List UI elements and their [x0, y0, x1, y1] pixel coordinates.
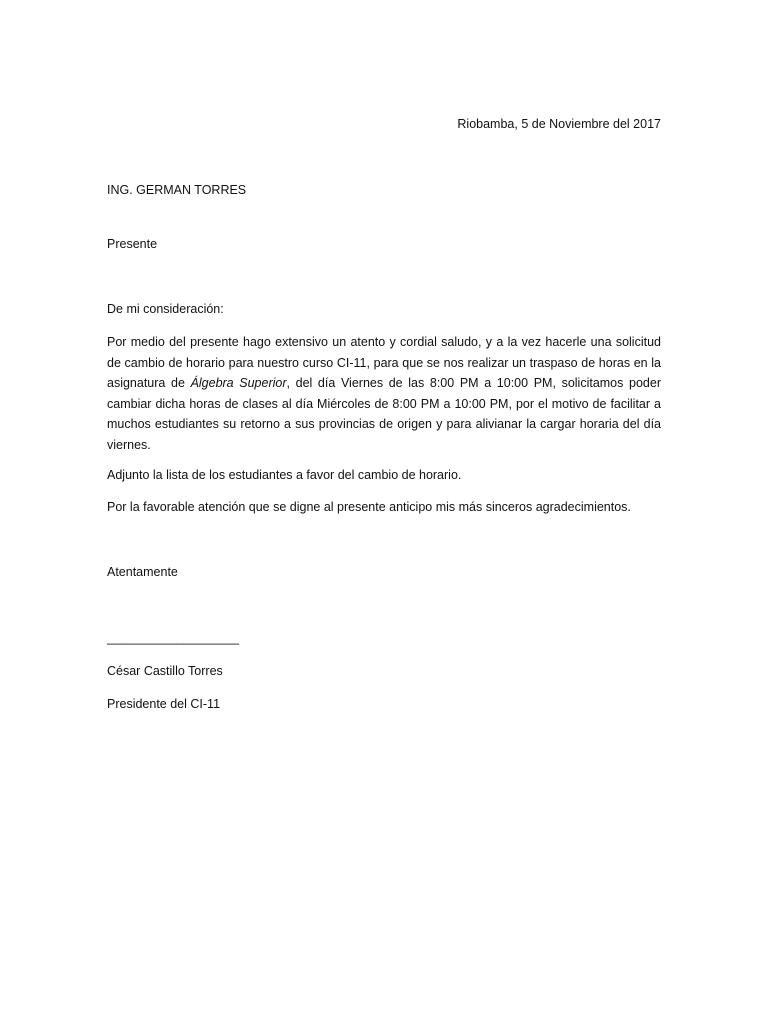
body-paragraph-attachment: Adjunto la lista de los estudiantes a favor del cambio de horario.: [107, 468, 462, 482]
paragraph-text-before: Por medio del presente hago extensivo un atento y cordial saludo, y a la vez hacerle una solicitud de cambio de horario para nuestro curso CI-11, para que se nos realizar un traspaso de horas en la asignatura de: [107, 335, 661, 390]
subject-name: Álgebra Superior: [190, 376, 287, 390]
body-paragraph-thanks: Por la favorable atención que se digne al presente anticipo mis más sinceros agradecimientos.: [107, 500, 631, 514]
recipient-name: ING. GERMAN TORRES: [107, 183, 247, 197]
signer-name: César Castillo Torres: [107, 664, 223, 678]
salutation: De mi consideración:: [107, 302, 224, 316]
letter-date: Riobamba, 5 de Noviembre del 2017: [457, 117, 661, 131]
signer-role: Presidente del CI-11: [107, 697, 221, 711]
body-paragraph-request: [107, 332, 661, 455]
closing-phrase: Atentamente: [107, 565, 178, 579]
signature-line: ___________________: [107, 631, 240, 645]
paragraph-text-after: , del día Viernes de las 8:00 PM a 10:00 PM, solicitamos poder cambiar dicha horas de clases al día Miércoles de 8:00 PM a 10:00 PM, por el motivo de facilitar a muchos estudiantes su retorno a sus provincias de origen y para alivianar la cargar horaria del día viernes.: [107, 376, 661, 452]
presente-label: Presente: [107, 237, 158, 251]
